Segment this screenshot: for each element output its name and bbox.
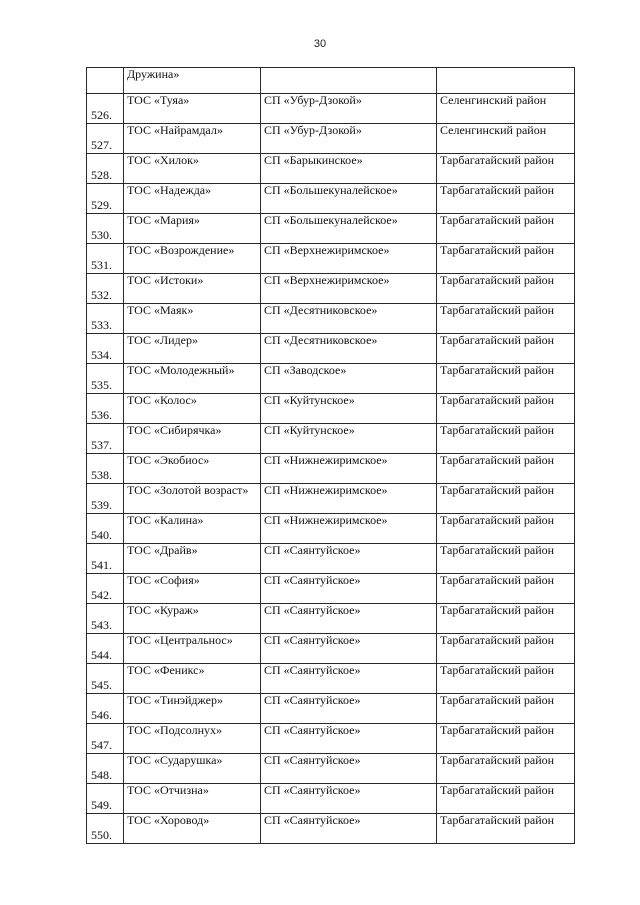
tos-name: ТОС «Феникс» — [124, 664, 261, 694]
settlement: СП «Верхнежиримское» — [261, 244, 437, 274]
district: Тарбагатайский район — [437, 304, 575, 334]
tos-name: ТОС «Хоровод» — [124, 814, 261, 844]
district: Тарбагатайский район — [437, 154, 575, 184]
settlement: СП «Убур-Дзокой» — [261, 94, 437, 124]
row-number: 545. — [87, 664, 124, 694]
row-number: 539. — [87, 484, 124, 514]
row-number: 538. — [87, 454, 124, 484]
table-row — [87, 784, 575, 814]
row-number: 547. — [87, 724, 124, 754]
tos-name: ТОС «Молодежный» — [124, 364, 261, 394]
registry-body — [87, 68, 575, 844]
tos-name: ТОС «Сударушка» — [124, 754, 261, 784]
district: Тарбагатайский район — [437, 784, 575, 814]
row-number: 528. — [87, 154, 124, 184]
row-number: 534. — [87, 334, 124, 364]
settlement: СП «Десятниковское» — [261, 304, 437, 334]
tos-name: Дружина» — [124, 68, 261, 94]
row-number: 536. — [87, 394, 124, 424]
settlement: СП «Саянтуйское» — [261, 784, 437, 814]
settlement: СП «Саянтуйское» — [261, 664, 437, 694]
row-number: 541. — [87, 544, 124, 574]
row-number: 530. — [87, 214, 124, 244]
settlement: СП «Саянтуйское» — [261, 694, 437, 724]
table-row — [87, 724, 575, 754]
district: Селенгинский район — [437, 94, 575, 124]
tos-name: ТОС «Надежда» — [124, 184, 261, 214]
district: Тарбагатайский район — [437, 334, 575, 364]
tos-name: ТОС «Возрождение» — [124, 244, 261, 274]
table-row — [87, 274, 575, 304]
table-row — [87, 184, 575, 214]
district: Тарбагатайский район — [437, 364, 575, 394]
table-row — [87, 334, 575, 364]
settlement: СП «Куйтунское» — [261, 394, 437, 424]
table-row — [87, 124, 575, 154]
settlement: СП «Барыкинское» — [261, 154, 437, 184]
tos-registry-table — [86, 67, 575, 844]
tos-name: ТОС «Калина» — [124, 514, 261, 544]
row-number: 540. — [87, 514, 124, 544]
district: Тарбагатайский район — [437, 724, 575, 754]
district: Тарбагатайский район — [437, 514, 575, 544]
district: Тарбагатайский район — [437, 664, 575, 694]
tos-name: ТОС «Золотой возраст» — [124, 484, 261, 514]
table-row — [87, 214, 575, 244]
table-row — [87, 814, 575, 844]
settlement: СП «Заводское» — [261, 364, 437, 394]
tos-name: ТОС «Истоки» — [124, 274, 261, 304]
row-number: 527. — [87, 124, 124, 154]
table-row — [87, 364, 575, 394]
tos-name: ТОС «Маяк» — [124, 304, 261, 334]
district: Тарбагатайский район — [437, 814, 575, 844]
table-row — [87, 574, 575, 604]
table-row — [87, 514, 575, 544]
settlement: СП «Верхнежиримское» — [261, 274, 437, 304]
page-number: 30 — [313, 38, 327, 50]
district: Тарбагатайский район — [437, 394, 575, 424]
row-number: 533. — [87, 304, 124, 334]
table-row — [87, 604, 575, 634]
district: Тарбагатайский район — [437, 544, 575, 574]
tos-name: ТОС «Отчизна» — [124, 784, 261, 814]
table-row — [87, 244, 575, 274]
table-row — [87, 304, 575, 334]
table-row — [87, 484, 575, 514]
settlement — [261, 68, 437, 94]
settlement: СП «Саянтуйское» — [261, 544, 437, 574]
tos-name: ТОС «Экобиос» — [124, 454, 261, 484]
settlement: СП «Десятниковское» — [261, 334, 437, 364]
settlement: СП «Нижнежиримское» — [261, 454, 437, 484]
tos-name: ТОС «София» — [124, 574, 261, 604]
row-number: 548. — [87, 754, 124, 784]
row-number: 542. — [87, 574, 124, 604]
tos-name: ТОС «Туяа» — [124, 94, 261, 124]
district: Тарбагатайский район — [437, 484, 575, 514]
continuation-row — [87, 68, 575, 94]
table-row — [87, 394, 575, 424]
district: Тарбагатайский район — [437, 214, 575, 244]
district: Селенгинский район — [437, 124, 575, 154]
settlement: СП «Нижнежиримское» — [261, 514, 437, 544]
table-row — [87, 154, 575, 184]
tos-name: ТОС «Найрамдал» — [124, 124, 261, 154]
row-number: 537. — [87, 424, 124, 454]
district — [437, 68, 575, 94]
district: Тарбагатайский район — [437, 634, 575, 664]
district: Тарбагатайский район — [437, 244, 575, 274]
row-number: 549. — [87, 784, 124, 814]
tos-name: ТОС «Мария» — [124, 214, 261, 244]
settlement: СП «Большекуналейское» — [261, 184, 437, 214]
table-row — [87, 754, 575, 784]
table-row — [87, 94, 575, 124]
tos-name: ТОС «Лидер» — [124, 334, 261, 364]
settlement: СП «Саянтуйское» — [261, 814, 437, 844]
district: Тарбагатайский район — [437, 424, 575, 454]
tos-name: ТОС «Подсолнух» — [124, 724, 261, 754]
district: Тарбагатайский район — [437, 274, 575, 304]
settlement: СП «Саянтуйское» — [261, 724, 437, 754]
row-number: 543. — [87, 604, 124, 634]
row-number: 526. — [87, 94, 124, 124]
settlement: СП «Саянтуйское» — [261, 604, 437, 634]
settlement: СП «Большекуналейское» — [261, 214, 437, 244]
settlement: СП «Нижнежиримское» — [261, 484, 437, 514]
row-number: 535. — [87, 364, 124, 394]
row-number: 532. — [87, 274, 124, 304]
district: Тарбагатайский район — [437, 694, 575, 724]
tos-name: ТОС «Тинэйджер» — [124, 694, 261, 724]
table-row — [87, 544, 575, 574]
settlement: СП «Саянтуйское» — [261, 754, 437, 784]
table-row — [87, 424, 575, 454]
tos-name: ТОС «Колос» — [124, 394, 261, 424]
table-row — [87, 634, 575, 664]
tos-name: ТОС «Кураж» — [124, 604, 261, 634]
district: Тарбагатайский район — [437, 454, 575, 484]
row-number: 550. — [87, 814, 124, 844]
settlement: СП «Убур-Дзокой» — [261, 124, 437, 154]
row-number: 546. — [87, 694, 124, 724]
tos-name: ТОС «Драйв» — [124, 544, 261, 574]
settlement: СП «Саянтуйское» — [261, 634, 437, 664]
tos-name: ТОС «Центральнос» — [124, 634, 261, 664]
row-number — [87, 68, 124, 94]
row-number: 531. — [87, 244, 124, 274]
settlement: СП «Саянтуйское» — [261, 574, 437, 604]
district: Тарбагатайский район — [437, 754, 575, 784]
table-row — [87, 664, 575, 694]
district: Тарбагатайский район — [437, 604, 575, 634]
district: Тарбагатайский район — [437, 184, 575, 214]
row-number: 544. — [87, 634, 124, 664]
row-number: 529. — [87, 184, 124, 214]
table-row — [87, 454, 575, 484]
district: Тарбагатайский район — [437, 574, 575, 604]
tos-name: ТОС «Сибирячка» — [124, 424, 261, 454]
table-row — [87, 694, 575, 724]
tos-name: ТОС «Хилок» — [124, 154, 261, 184]
settlement: СП «Куйтунское» — [261, 424, 437, 454]
